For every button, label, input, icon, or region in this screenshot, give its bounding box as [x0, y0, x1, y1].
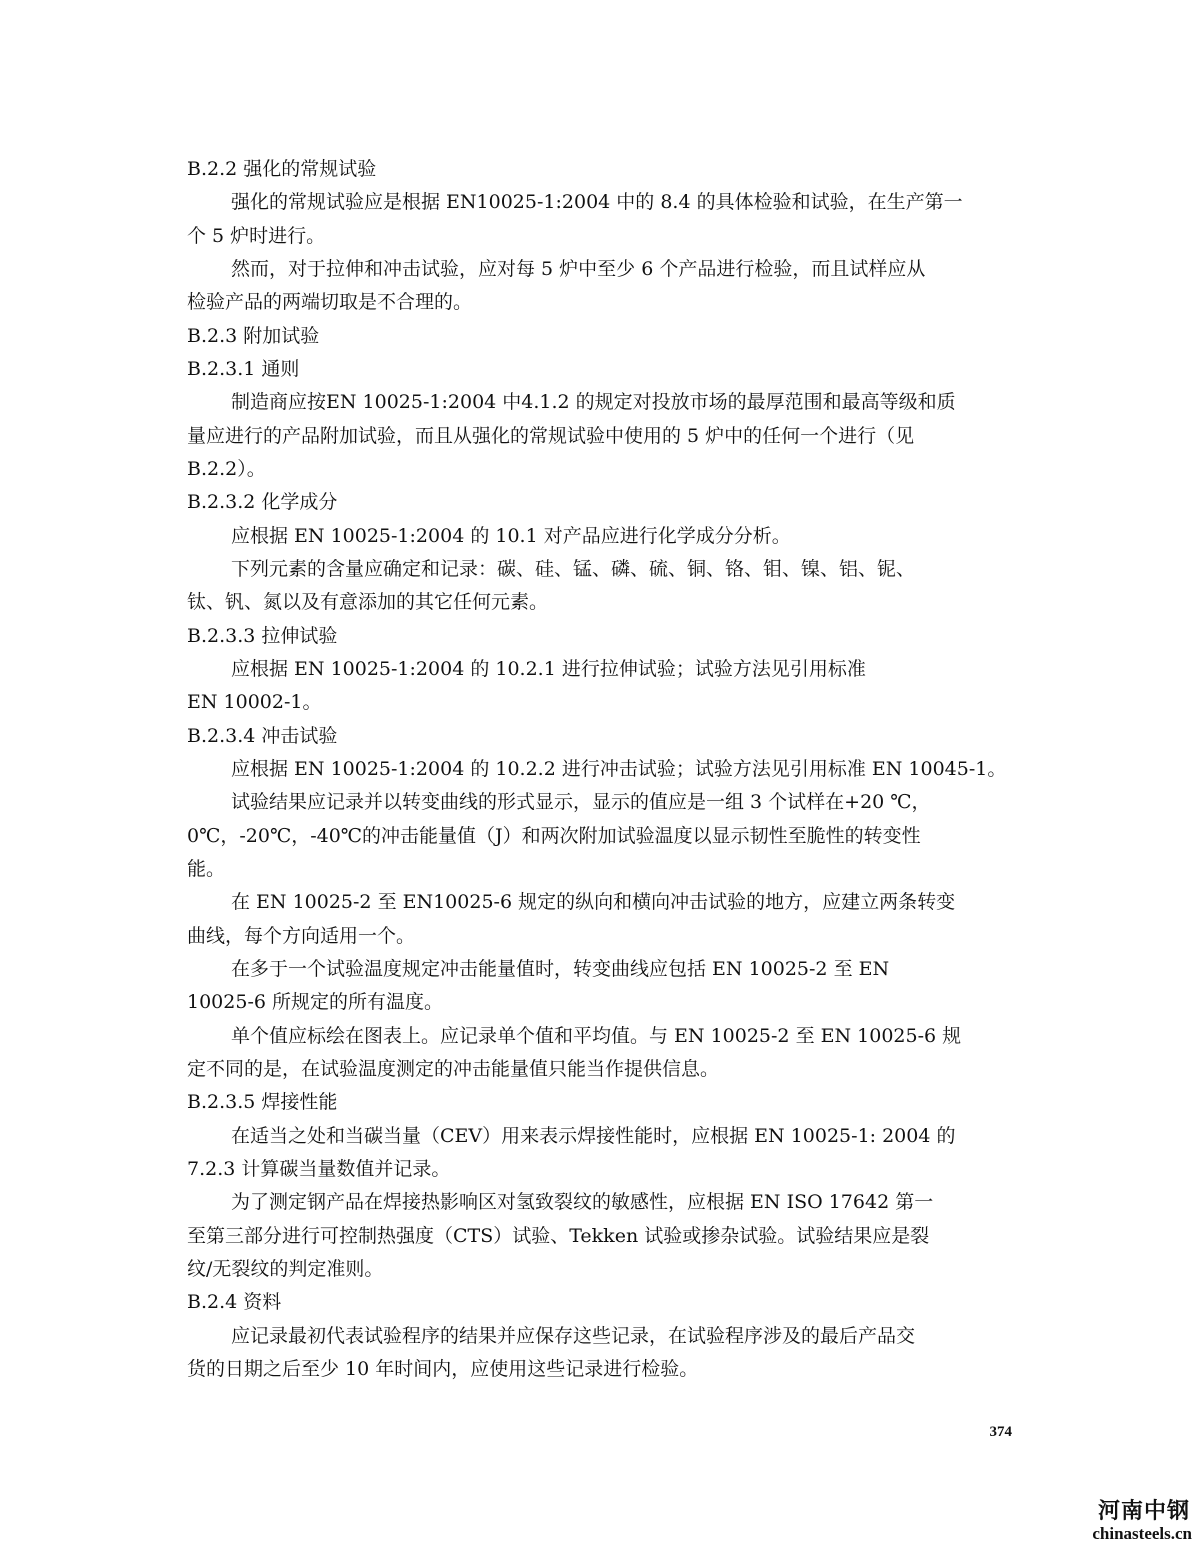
paragraph-line: 应根据 EN 10025-1:2004 的 10.2.2 进行冲击试验；试验方法见引用标准 EN 10045-1。: [231, 758, 1007, 780]
paragraph-line: B.2.2）。: [187, 458, 266, 480]
paragraph-line: 应根据 EN 10025-1:2004 的 10.2.1 进行拉伸试验；试验方法见引用标准: [231, 658, 866, 680]
section-heading: B.2.3.3 拉伸试验: [187, 625, 338, 647]
paragraph-line: 钛、钒、氮以及有意添加的其它任何元素。: [187, 591, 549, 613]
paragraph-line: 至第三部分进行可控制热强度（CTS）试验、Tekken 试验或掺杂试验。试验结果应是裂: [187, 1225, 930, 1247]
paragraph-line: 应记录最初代表试验程序的结果并应保存这些记录，在试验程序涉及的最后产品交: [231, 1325, 916, 1347]
watermark-brand: 河南中钢: [1097, 1499, 1190, 1524]
section-heading: B.2.4 资料: [187, 1291, 282, 1313]
paragraph-line: 在适当之处和当碳当量（CEV）用来表示焊接性能时，应根据 EN 10025-1: 2004 的: [231, 1125, 956, 1147]
paragraph-line: EN 10002-1。: [187, 691, 322, 713]
paragraph-line: 10025-6 所规定的所有温度。: [187, 991, 443, 1013]
paragraph-line: 货的日期之后至少 10 年时间内，应使用这些记录进行检验。: [187, 1358, 699, 1380]
paragraph-line: 量应进行的产品附加试验，而且从强化的常规试验中使用的 5 炉中的任何一个进行（见: [187, 425, 915, 447]
paragraph-line: 然而，对于拉伸和冲击试验，应对每 5 炉中至少 6 个产品进行检验，而且试样应从: [231, 258, 926, 280]
watermark-logo: [1080, 1500, 1198, 1546]
paragraph-line: 强化的常规试验应是根据 EN10025-1:2004 中的 8.4 的具体检验和试验，在生产第一: [231, 191, 963, 213]
paragraph-line: 纹/无裂纹的判定准则。: [187, 1258, 384, 1280]
paragraph-line: 曲线，每个方向适用一个。: [187, 925, 416, 947]
paragraph-line: 应根据 EN 10025-1:2004 的 10.1 对产品应进行化学成分分析。: [231, 525, 791, 547]
watermark-site: chinasteels.cn: [1092, 1524, 1192, 1543]
section-heading: B.2.3.2 化学成分: [187, 491, 338, 513]
section-heading: B.2.3 附加试验: [187, 325, 320, 347]
paragraph-line: 在 EN 10025-2 至 EN10025-6 规定的纵向和横向冲击试验的地方，应建立两条转变: [231, 891, 956, 913]
paragraph-line: 7.2.3 计算碳当量数值并记录。: [187, 1158, 451, 1180]
paragraph-line: 制造商应按EN 10025-1:2004 中4.1.2 的规定对投放市场的最厚范围和最高等级和质: [231, 391, 956, 413]
paragraph-line: 个 5 炉时进行。: [187, 225, 326, 247]
paragraph-line: 在多于一个试验温度规定冲击能量值时，转变曲线应包括 EN 10025-2 至 EN: [231, 958, 890, 980]
paragraph-line: 0℃，-20℃，-40℃的冲击能量值（J）和两次附加试验温度以显示韧性至脆性的转变性: [187, 825, 921, 847]
section-heading: B.2.3.5 焊接性能: [187, 1091, 338, 1113]
section-heading: B.2.2 强化的常规试验: [187, 158, 377, 180]
paragraph-line: 能。: [187, 858, 226, 880]
paragraph-line: 单个值应标绘在图表上。应记录单个值和平均值。与 EN 10025-2 至 EN 10025-6 规: [231, 1025, 962, 1047]
section-heading: B.2.3.4 冲击试验: [187, 725, 338, 747]
paragraph-line: 试验结果应记录并以转变曲线的形式显示，显示的值应是一组 3 个试样在+20 ℃，: [231, 791, 931, 813]
paragraph-line: 为了测定钢产品在焊接热影响区对氢致裂纹的敏感性，应根据 EN ISO 17642 第一: [231, 1191, 934, 1213]
section-heading: B.2.3.1 通则: [187, 358, 300, 380]
page-number: 374: [989, 1424, 1012, 1440]
paragraph-line: 检验产品的两端切取是不合理的。: [187, 291, 473, 313]
paragraph-line: 下列元素的含量应确定和记录：碳、硅、锰、磷、硫、铜、铬、钼、镍、铝、铌、: [231, 558, 916, 580]
paragraph-line: 定不同的是，在试验温度测定的冲击能量值只能当作提供信息。: [187, 1058, 720, 1080]
